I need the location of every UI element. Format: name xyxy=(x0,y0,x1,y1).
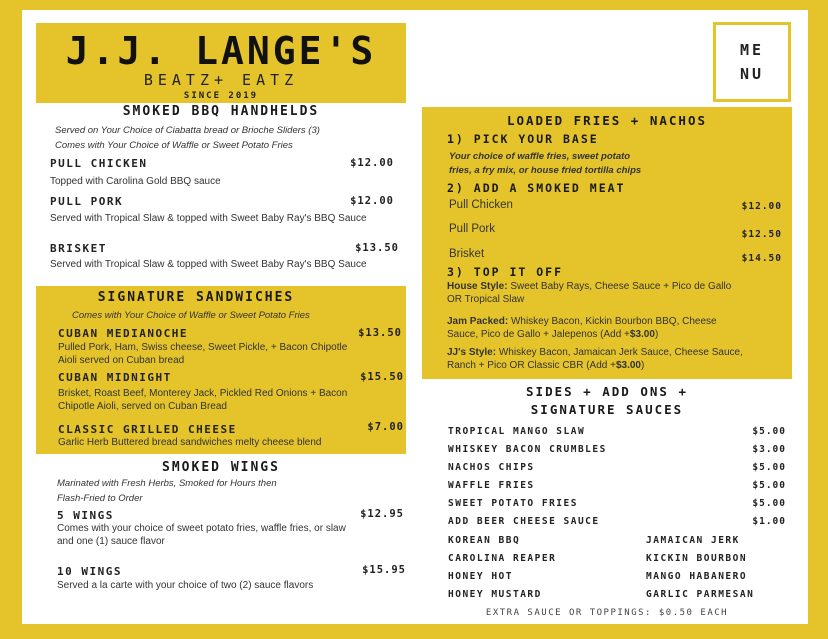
item-name: 5 WINGS xyxy=(57,509,114,522)
side-name: TROPICAL MANGO SLAW xyxy=(448,426,586,437)
topping-text: Whiskey Bacon, Kickin Bourbon BBQ, Cheese Sauce, Pico de Gallo + Jalepenos (Add + xyxy=(447,316,717,340)
topping-price: $3.00 xyxy=(629,329,655,340)
meat-price: $12.50 xyxy=(741,229,782,240)
side-price: $1.00 xyxy=(752,516,786,527)
item-price: $15.50 xyxy=(360,371,404,383)
topping-close: ) xyxy=(654,329,659,340)
loaded-step-1: 1) PICK YOUR BASE xyxy=(447,132,599,146)
sauce-left: KOREAN BBQ xyxy=(448,535,521,546)
item-desc: Comes with your choice of sweet potato fries, waffle fries, or slaw and one (1) sauce flavor xyxy=(57,523,346,547)
side-name: SWEET POTATO FRIES xyxy=(448,498,578,509)
item-name: CUBAN MEDIANOCHE xyxy=(58,327,188,340)
wings-note-1: Marinated with Fresh Herbs, Smoked for Hours then xyxy=(57,478,277,489)
sides-title-2: SIGNATURE SAUCES xyxy=(530,402,684,417)
topping-label: House Style: xyxy=(447,281,508,292)
item-name: BRISKET xyxy=(50,242,107,255)
side-price: $5.00 xyxy=(752,480,786,491)
brand-since: SINCE 2019 xyxy=(183,91,259,101)
item-price: $15.95 xyxy=(362,564,406,576)
wings-note-2: Flash-Fried to Order xyxy=(57,493,143,504)
item-name: 10 WINGS xyxy=(57,565,122,578)
menu-badge-line2: NU xyxy=(739,65,765,83)
meat-name: Pull Pork xyxy=(449,223,496,235)
item-name: CLASSIC GRILLED CHEESE xyxy=(58,423,237,436)
item-price: $12.00 xyxy=(350,195,394,207)
sides-title-1: SIDES + ADD ONS + xyxy=(526,384,688,399)
loaded-base-desc-2: fries, a fry mix, or house fried tortilla chips xyxy=(449,165,642,176)
topping-price: $3.00 xyxy=(615,360,641,371)
sauce-left: HONEY MUSTARD xyxy=(448,589,542,600)
item-name: PULL PORK xyxy=(50,195,124,208)
item-desc: Served with Tropical Slaw & topped with Sweet Baby Ray's BBQ Sauce xyxy=(50,213,367,224)
side-name: WHISKEY BACON CRUMBLES xyxy=(448,444,607,455)
item-name: CUBAN MIDNIGHT xyxy=(58,371,172,384)
item-price: $13.50 xyxy=(355,242,399,254)
topping-label: JJ's Style: xyxy=(447,347,497,358)
sauce-left: HONEY HOT xyxy=(448,571,513,582)
topping-house-style xyxy=(447,280,747,306)
item-desc: Garlic Herb Buttered bread sandwiches melty cheese blend xyxy=(58,437,322,448)
sandwiches-note: Comes with Your Choice of Waffle or Sweet Potato Fries xyxy=(72,310,310,321)
item-desc: Brisket, Roast Beef, Monterey Jack, Pickled Red Onions + Bacon Chipotle Aioli, served on Cuban Bread xyxy=(58,388,348,412)
menu-badge xyxy=(713,22,791,102)
brand-tagline: BEATZ+ EATZ xyxy=(143,71,299,89)
meat-price: $14.50 xyxy=(741,253,782,264)
brand-block xyxy=(36,23,406,103)
topping-close: ) xyxy=(640,360,645,371)
extra-sauce-note: EXTRA SAUCE OR TOPPINGS: $0.50 EACH xyxy=(485,608,729,618)
sandwiches-title: SIGNATURE SANDWICHES xyxy=(97,290,295,305)
meat-price: $12.00 xyxy=(741,201,782,212)
item-price: $12.00 xyxy=(350,157,394,169)
side-price: $5.00 xyxy=(752,426,786,437)
loaded-step-2: 2) ADD A SMOKED MEAT xyxy=(447,181,626,195)
topping-jjs-style xyxy=(447,346,747,372)
item-desc: Topped with Carolina Gold BBQ sauce xyxy=(50,176,221,187)
loaded-step-3: 3) TOP IT OFF xyxy=(447,265,564,279)
handhelds-title: SMOKED BBQ HANDHELDS xyxy=(122,104,320,119)
sauce-left: CAROLINA REAPER xyxy=(448,553,557,564)
side-name: WAFFLE FRIES xyxy=(448,480,535,491)
brand-name: J.J. LANGE'S xyxy=(65,29,377,73)
topping-label: Jam Packed: xyxy=(447,316,509,327)
handhelds-note-1: Served on Your Choice of Ciabatta bread or Brioche Sliders (3) xyxy=(55,125,320,136)
meat-name: Brisket xyxy=(449,248,485,260)
loaded-base-desc-1: Your choice of waffle fries, sweet potato xyxy=(449,151,631,162)
item-price: $13.50 xyxy=(358,327,402,339)
handhelds-note-2: Comes with Your Choice of Waffle or Sweet Potato Fries xyxy=(55,140,293,151)
sauce-right: KICKIN BOURBON xyxy=(646,553,748,564)
side-price: $5.00 xyxy=(752,498,786,509)
meat-name: Pull Chicken xyxy=(449,199,513,211)
item-price: $12.95 xyxy=(360,508,404,520)
loaded-title: LOADED FRIES + NACHOS xyxy=(506,113,708,128)
menu-badge-line1: ME xyxy=(739,41,765,59)
wings-title: SMOKED WINGS xyxy=(162,460,280,475)
topping-text: Sweet Baby Rays, Cheese Sauce + Pico de Gallo OR Tropical Slaw xyxy=(447,281,732,305)
side-price: $5.00 xyxy=(752,462,786,473)
sauce-right: JAMAICAN JERK xyxy=(646,535,740,546)
item-price: $7.00 xyxy=(367,421,404,433)
sauce-right: MANGO HABANERO xyxy=(646,571,748,582)
topping-text: Whiskey Bacon, Jamaican Jerk Sauce, Cheese Sauce, Ranch + Pico OR Classic CBR (Add + xyxy=(447,347,743,371)
item-desc: Served with Tropical Slaw & topped with Sweet Baby Ray's BBQ Sauce xyxy=(50,259,367,270)
side-price: $3.00 xyxy=(752,444,786,455)
item-name: PULL CHICKEN xyxy=(50,157,148,170)
sauce-right: GARLIC PARMESAN xyxy=(646,589,755,600)
side-name: ADD BEER CHEESE SAUCE xyxy=(448,516,600,527)
item-desc: Served a la carte with your choice of two (2) sauce flavors xyxy=(57,580,314,591)
item-desc: Pulled Pork, Ham, Swiss cheese, Sweet Pickle, + Bacon Chipotle Aioli served on Cuban bread xyxy=(58,342,348,366)
topping-jam-packed xyxy=(447,315,747,341)
side-name: NACHOS CHIPS xyxy=(448,462,535,473)
